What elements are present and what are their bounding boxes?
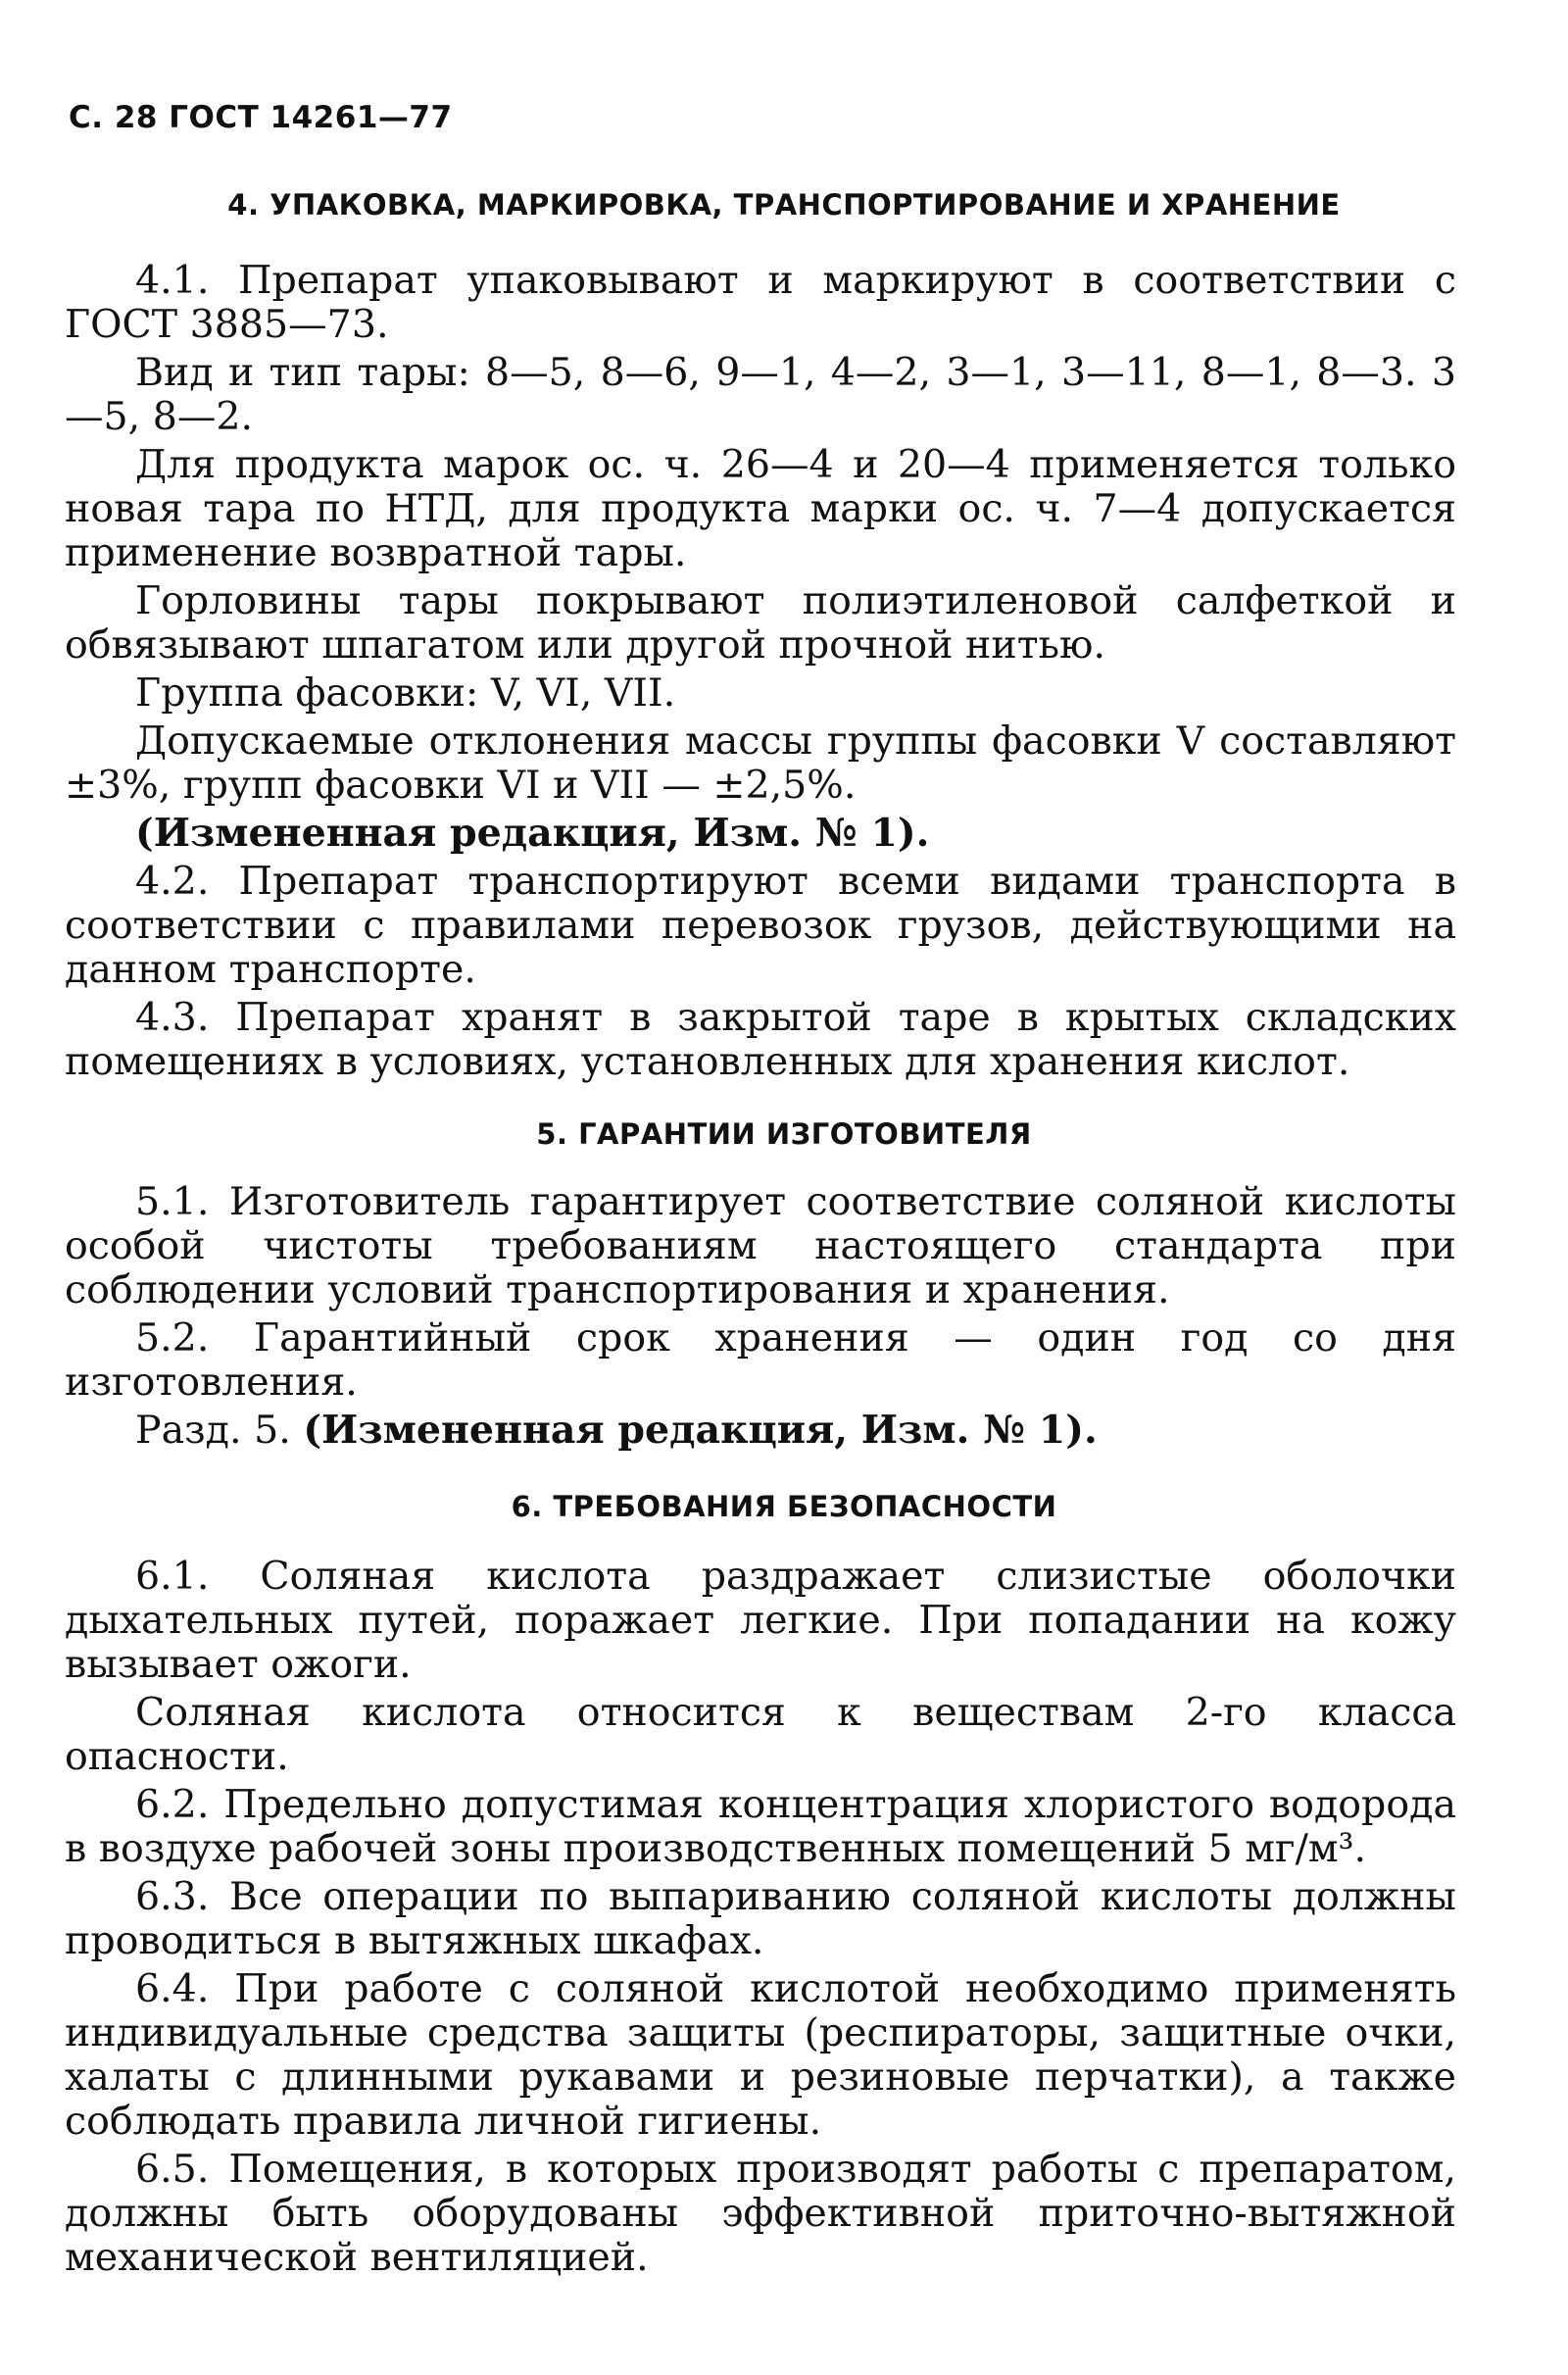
paragraph-4-2: 4.2. Препарат транспортируют всеми видами транспорта в соответствии с правилами перевозок грузов, действующими на данном транспорте.: [65, 859, 1456, 992]
paragraph-5-1: 5.1. Изготовитель гарантирует соответствие соляной кислоты особой чистоты требованиям настоящего стандарта при соблюдении условий транспортирования и хранения.: [65, 1179, 1456, 1312]
paragraph-6-4: 6.4. При работе с соляной кислотой необходимо применять индивидуальные средства защиты (респираторы, защитные очки, халаты с длинными рукавами и резиновые перчатки), а также соблюдать правила личной гигиены.: [65, 1966, 1456, 2144]
paragraph-4-1-packing-group: Группа фасовки: V, VI, VII.: [135, 670, 676, 716]
paragraph-4-1-mass-deviation: Допускаемые отклонения массы группы фасовки V составляют ±3%, групп фасовки VI и VII — ±2,5%.: [65, 718, 1456, 808]
amendment-note-5: [65, 1409, 1456, 1453]
paragraph-4-1: 4.1. Препарат упаковывают и маркируют в соответствии с ГОСТ 3885—73.: [65, 258, 1456, 347]
paragraph-5-2: 5.2. Гарантийный срок хранения — один год со дня изготовления.: [65, 1315, 1456, 1405]
section-4-body: [65, 259, 1456, 1088]
amendment-section-label: Разд. 5.: [135, 1408, 291, 1453]
section-5-body: [65, 1180, 1456, 1457]
paragraph-6-3: 6.3. Все операции по выпариванию соляной кислоты должны проводиться в вытяжных шкафах.: [65, 1874, 1456, 1963]
section-6-title: 6. ТРЕБОВАНИЯ БЕЗОПАСНОСТИ: [511, 1490, 1057, 1523]
paragraph-4-3: 4.3. Препарат хранят в закрытой таре в крытых складских помещениях в условиях, установленных для хранения кислот.: [65, 995, 1456, 1084]
paragraph-4-1-new-containers: Для продукта марок ос. ч. 26—4 и 20—4 применяется только новая тара по НТД, для продукта марки ос. ч. 7—4 допускается применение возвратной тары.: [65, 442, 1456, 575]
section-4-title: 4. УПАКОВКА, МАРКИРОВКА, ТРАНСПОРТИРОВАНИЕ И ХРАНЕНИЕ: [227, 188, 1341, 222]
paragraph-6-2: 6.2. Предельно допустимая концентрация хлористого водорода в воздухе рабочей зоны производственных помещений 5 мг/м³.: [65, 1782, 1456, 1871]
amendment-note-4: (Измененная редакция, Изм. № 1).: [135, 811, 930, 856]
paragraph-6-1-hazard-class: Соляная кислота относится к веществам 2-го класса опасности.: [65, 1690, 1456, 1779]
section-6-body: [65, 1555, 1456, 2284]
running-header: С. 28 ГОСТ 14261—77: [69, 100, 453, 135]
paragraph-6-5: 6.5. Помещения, в которых производят работы с препаратом, должны быть оборудованы эффективной приточно-вытяжной механической вентиляцией.: [65, 2147, 1456, 2280]
section-5-title: 5. ГАРАНТИИ ИЗГОТОВИТЕЛЯ: [536, 1117, 1032, 1151]
paragraph-4-1-container-necks: Горловины тары покрывают полиэтиленовой салфеткой и обвязывают шпагатом или другой прочной нитью.: [65, 578, 1456, 668]
paragraph-6-1: 6.1. Соляная кислота раздражает слизистые оболочки дыхательных путей, поражает легкие. При попадании на кожу вызывает ожоги.: [65, 1554, 1456, 1687]
paragraph-4-1-container-types: Вид и тип тары: 8—5, 8—6, 9—1, 4—2, 3—1, 3—11, 8—1, 8—3. 3—5, 8—2.: [65, 350, 1456, 439]
amendment-note-text: (Измененная редакция, Изм. № 1).: [303, 1408, 1098, 1453]
